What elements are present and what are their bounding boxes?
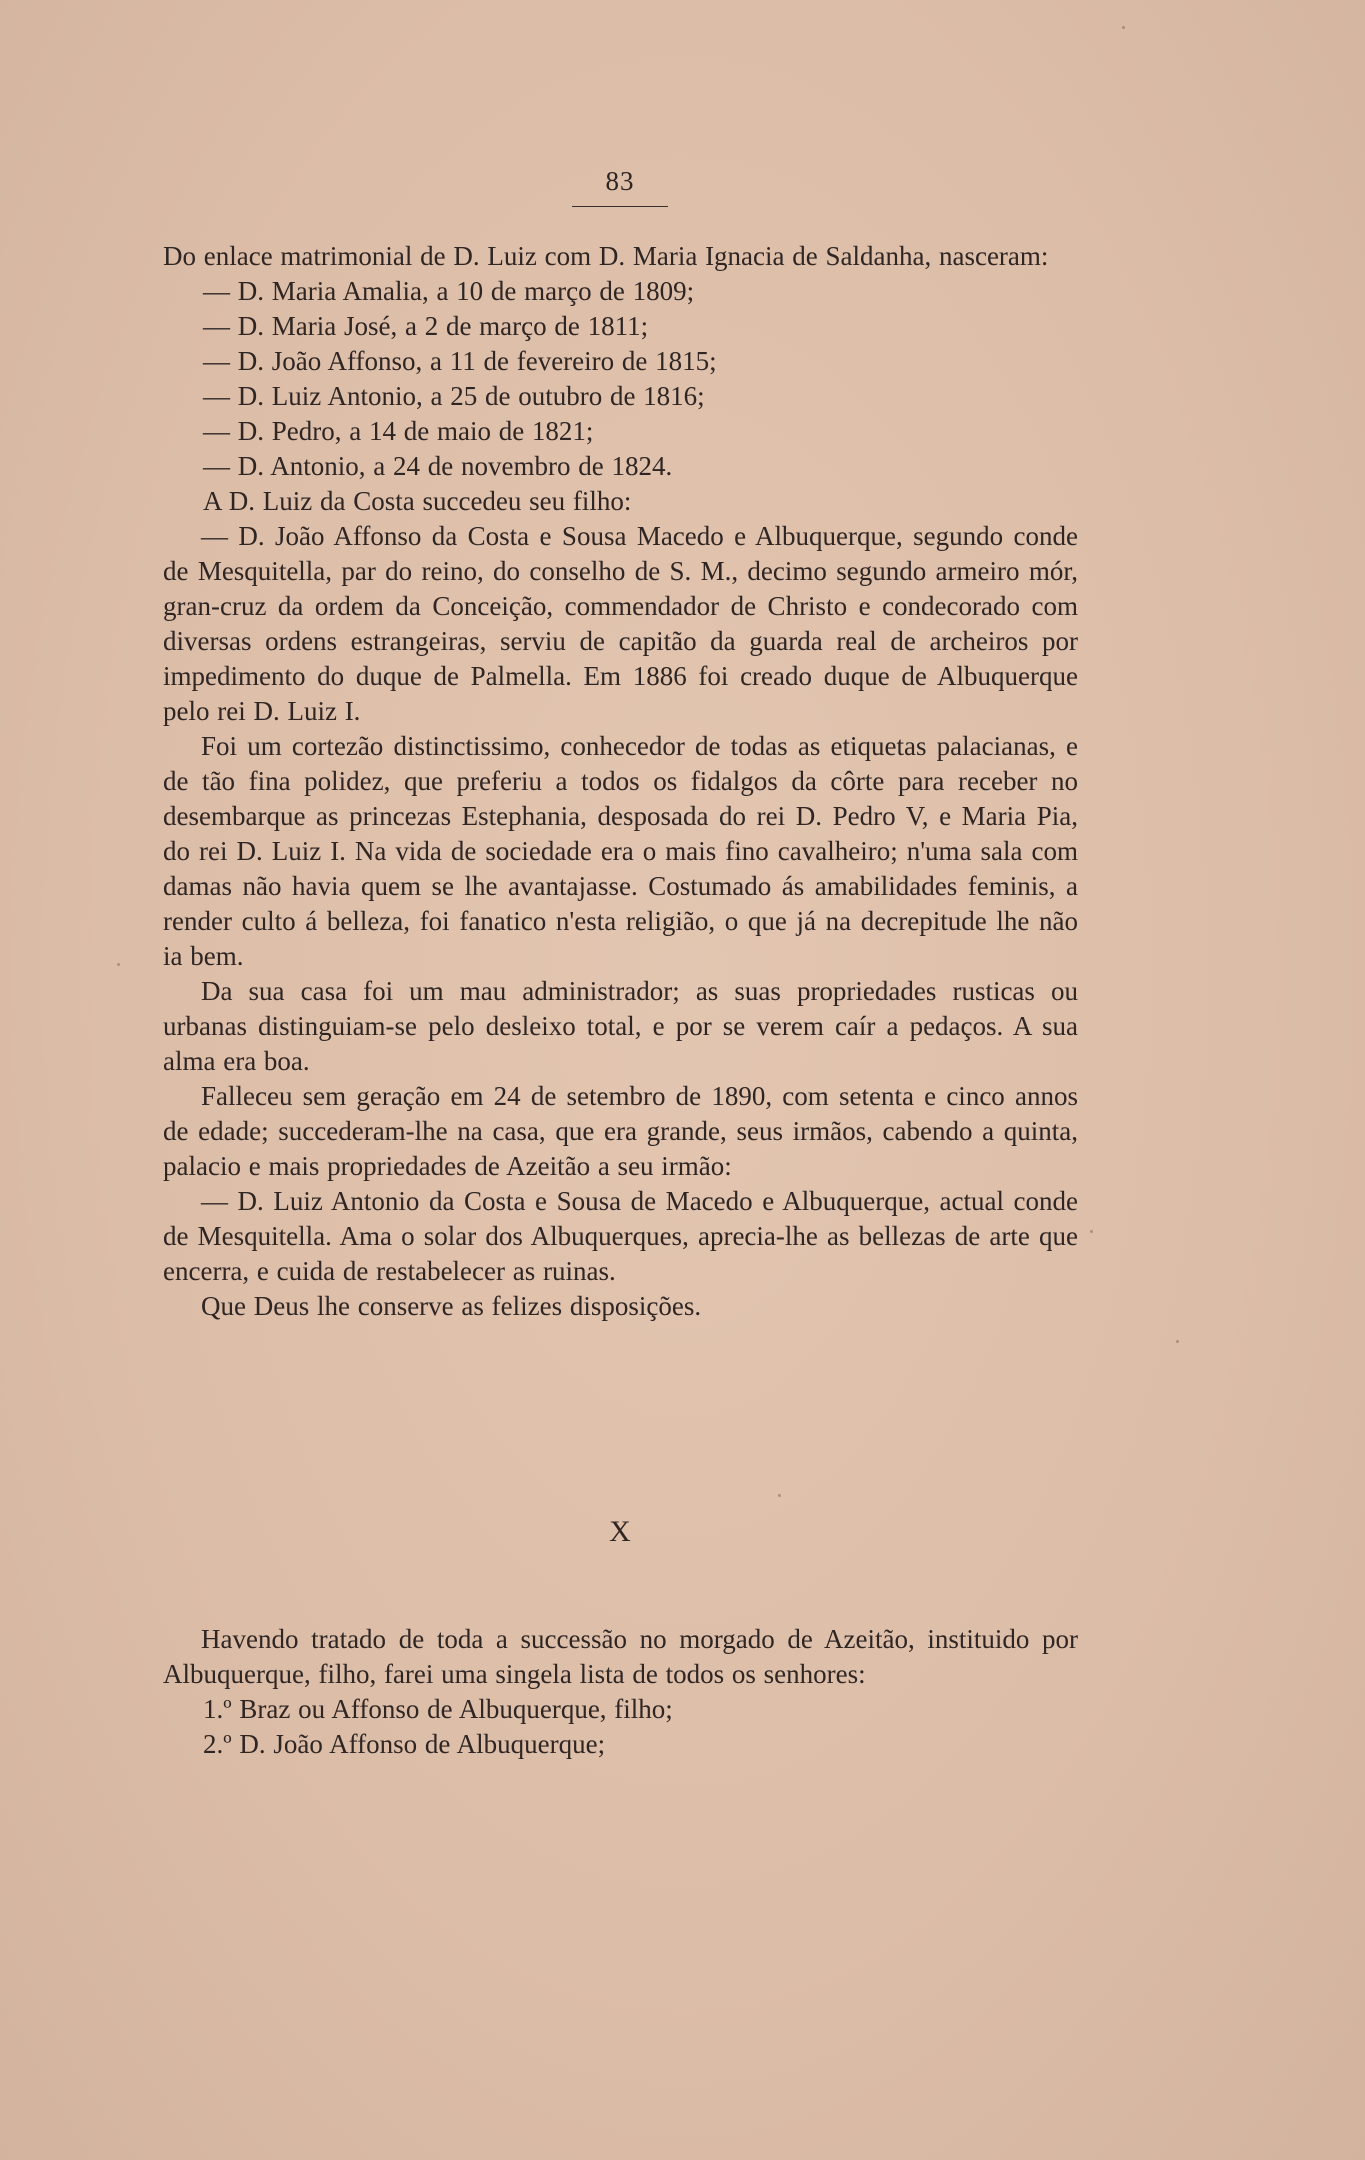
page-number: 83 xyxy=(605,166,635,196)
list-item: 2.º D. João Affonso de Albuquerque; xyxy=(203,1729,606,1759)
paragraph: Havendo tratado de toda a successão no morgado de Azeitão, instituido por Albuquerque, filho, farei uma singela lista de todos os senhores: xyxy=(163,1624,1078,1689)
list-item: — D. João Affonso, a 11 de fevereiro de 1815; xyxy=(203,346,717,376)
paragraph: Da sua casa foi um mau administrador; as suas propriedades rusticas ou urbanas distinguiam-se pelo desleixo total, e por se verem caír a pedaços. A sua alma era boa. xyxy=(163,976,1078,1076)
paragraph: Que Deus lhe conserve as felizes disposições. xyxy=(201,1291,702,1321)
paper-speck xyxy=(1122,26,1125,29)
paragraph: — D. João Affonso da Costa e Sousa Macedo e Albuquerque, segundo conde de Mesquitella, par do reino, do conselho de S. M., decimo segundo armeiro mór, gran-cruz da ordem da Conceição, commendador de Christo e condecorado com diversas ordens estrangeiras, serviu de capitão da guarda real de archeiros por impedimento do duque de Palmella. Em 1886 foi creado duque de Albuquerque pelo rei D. Luiz I. xyxy=(163,521,1078,726)
paragraph: Foi um cortezão distinctissimo, conhecedor de todas as etiquetas palacianas, e de tão fina polidez, que preferiu a todos os fidalgos da côrte para receber no desembarque as princezas Estephania, desposada do rei D. Pedro V, e Maria Pia, do rei D. Luiz I. Na vida de sociedade era o mais fino cavalheiro; n'uma sala com damas não havia quem se lhe avantajasse. Costumado ás amabilidades feminis, a render culto á belleza, foi fanatico n'esta religião, o que já na decrepitude lhe não ia bem. xyxy=(163,731,1078,971)
list-item: — D. Maria José, a 2 de março de 1811; xyxy=(203,311,649,341)
list-item: — D. Antonio, a 24 de novembro de 1824. xyxy=(203,451,673,481)
paper-speck xyxy=(1176,1340,1179,1343)
paragraph: Do enlace matrimonial de D. Luiz com D. Maria Ignacia de Saldanha, nasceram: xyxy=(163,241,1049,271)
paragraph: Falleceu sem geração em 24 de setembro de 1890, com setenta e cinco annos de edade; succederam-lhe na casa, que era grande, seus irmãos, cabendo a quinta, palacio e mais propriedades de Azeitão a seu irmão: xyxy=(163,1081,1078,1181)
text-block-2 xyxy=(163,1622,1078,1762)
header-rule xyxy=(572,206,668,207)
paper-speck xyxy=(778,1494,781,1497)
paper-speck xyxy=(117,963,120,966)
list-item: — D. Luiz Antonio, a 25 de outubro de 1816; xyxy=(203,381,705,411)
paragraph: A D. Luiz da Costa succedeu seu filho: xyxy=(203,486,632,516)
list-item: — D. Maria Amalia, a 10 de março de 1809; xyxy=(203,276,695,306)
section-heading: X xyxy=(609,1515,631,1548)
list-item: 1.º Braz ou Affonso de Albuquerque, filho; xyxy=(203,1694,673,1724)
paragraph: — D. Luiz Antonio da Costa e Sousa de Macedo e Albuquerque, actual conde de Mesquitella. Ama o solar dos Albuquerques, aprecia-lhe as bellezas de arte que encerra, e cuida de restabelecer as ruinas. xyxy=(163,1186,1078,1286)
list-item: — D. Pedro, a 14 de maio de 1821; xyxy=(203,416,594,446)
text-block-1 xyxy=(163,239,1078,1324)
paper-speck xyxy=(1090,1230,1093,1233)
